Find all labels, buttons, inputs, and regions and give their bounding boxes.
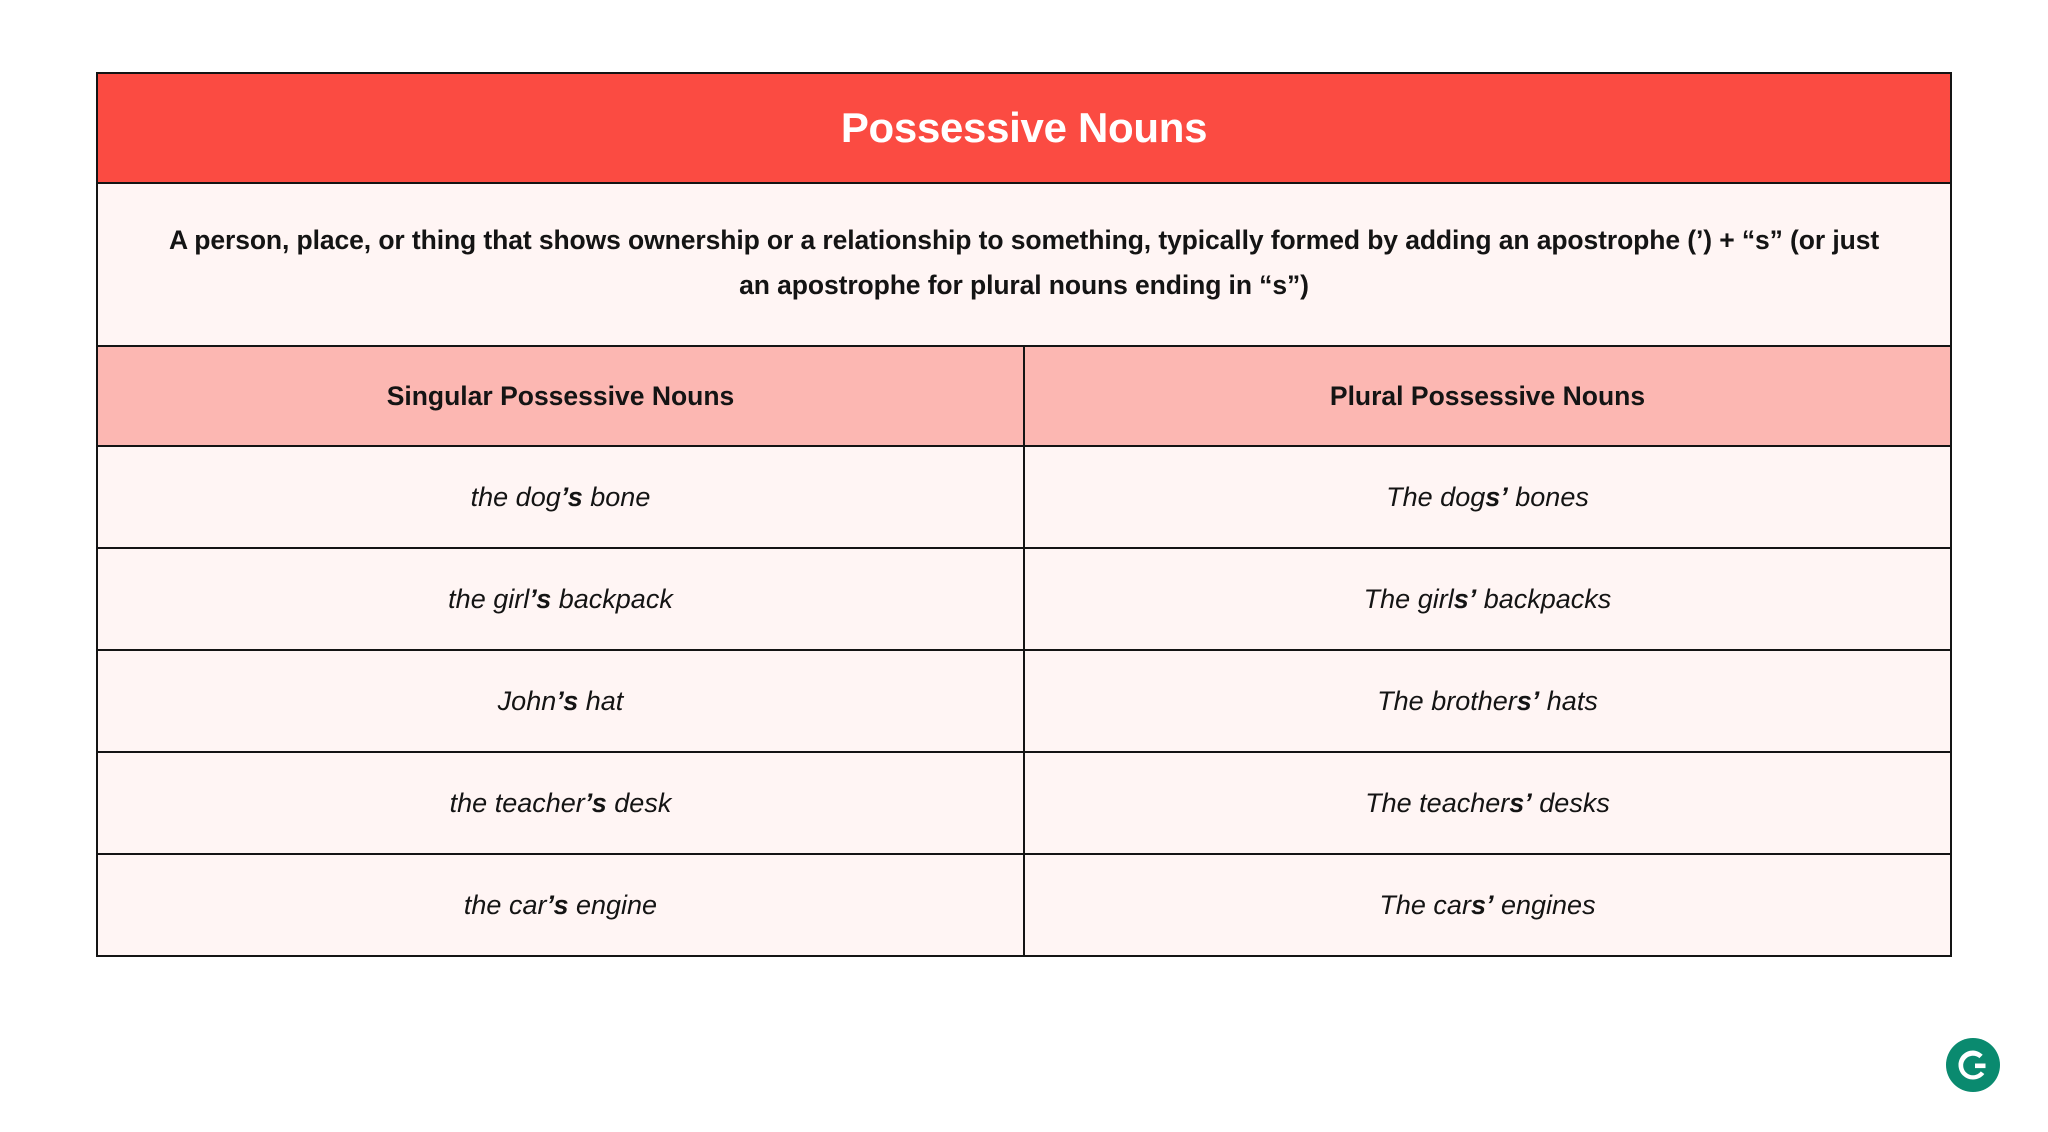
example-text-pre: the dog bbox=[470, 481, 561, 512]
example-cell-plural bbox=[1024, 752, 1951, 854]
table-row bbox=[97, 752, 1951, 854]
example-text-pre: The teacher bbox=[1365, 787, 1510, 818]
example-cell-plural bbox=[1024, 854, 1951, 956]
example-text-post: backpacks bbox=[1476, 583, 1612, 614]
table-row bbox=[97, 446, 1951, 548]
apostrophe-mark: ’s bbox=[546, 889, 569, 920]
example-cell-plural bbox=[1024, 650, 1951, 752]
example-text-post: engine bbox=[568, 889, 658, 920]
example-text-pre: The brother bbox=[1377, 685, 1517, 716]
example-cell-plural bbox=[1024, 446, 1951, 548]
example-text-post: bone bbox=[582, 481, 651, 512]
example-text-post: engines bbox=[1493, 889, 1596, 920]
table-row bbox=[97, 650, 1951, 752]
apostrophe-mark: s’ bbox=[1453, 583, 1477, 614]
example-text-pre: The dog bbox=[1386, 481, 1486, 512]
table-row bbox=[97, 548, 1951, 650]
example-cell-singular bbox=[97, 650, 1024, 752]
example-text-post: hat bbox=[578, 685, 624, 716]
column-header-singular: Singular Possessive Nouns bbox=[97, 346, 1024, 446]
example-text-post: desk bbox=[606, 787, 672, 818]
example-cell-singular bbox=[97, 854, 1024, 956]
table-title-row bbox=[97, 73, 1951, 183]
example-cell-plural bbox=[1024, 548, 1951, 650]
example-text-pre: The car bbox=[1379, 889, 1471, 920]
example-cell-singular bbox=[97, 752, 1024, 854]
apostrophe-mark: ’s bbox=[529, 583, 552, 614]
grammarly-logo-icon bbox=[1946, 1038, 2000, 1092]
example-text-pre: the girl bbox=[448, 583, 530, 614]
column-header-plural: Plural Possessive Nouns bbox=[1024, 346, 1951, 446]
example-text-post: backpack bbox=[551, 583, 673, 614]
table-title-cell bbox=[97, 73, 1951, 183]
example-text-post: desks bbox=[1531, 787, 1610, 818]
definition-row bbox=[97, 183, 1951, 346]
definition-text: A person, place, or thing that shows ownership or a relationship to something, typically formed by adding an apostrophe (’) + “s” (or just an apostrophe for plural nouns ending in “s”) bbox=[168, 225, 1880, 300]
example-cell-singular bbox=[97, 446, 1024, 548]
example-text-post: hats bbox=[1539, 685, 1598, 716]
apostrophe-mark: ’s bbox=[556, 685, 579, 716]
apostrophe-mark: s’ bbox=[1516, 685, 1540, 716]
apostrophe-mark: ’s bbox=[584, 787, 607, 818]
apostrophe-mark: ’s bbox=[560, 481, 583, 512]
possessive-nouns-card bbox=[96, 72, 1952, 957]
table-row bbox=[97, 854, 1951, 956]
apostrophe-mark: s’ bbox=[1470, 889, 1494, 920]
example-text-pre: the car bbox=[463, 889, 547, 920]
apostrophe-mark: s’ bbox=[1485, 481, 1508, 512]
page-title: Possessive Nouns bbox=[840, 104, 1208, 151]
definition-cell bbox=[97, 183, 1951, 346]
example-text-pre: The girl bbox=[1363, 583, 1454, 614]
example-cell-singular bbox=[97, 548, 1024, 650]
example-text-pre: the teacher bbox=[449, 787, 585, 818]
example-text-post: bones bbox=[1507, 481, 1589, 512]
apostrophe-mark: s’ bbox=[1509, 787, 1532, 818]
column-header-row bbox=[97, 346, 1951, 446]
example-text-pre: John bbox=[497, 685, 557, 716]
possessive-nouns-table bbox=[96, 72, 1952, 957]
